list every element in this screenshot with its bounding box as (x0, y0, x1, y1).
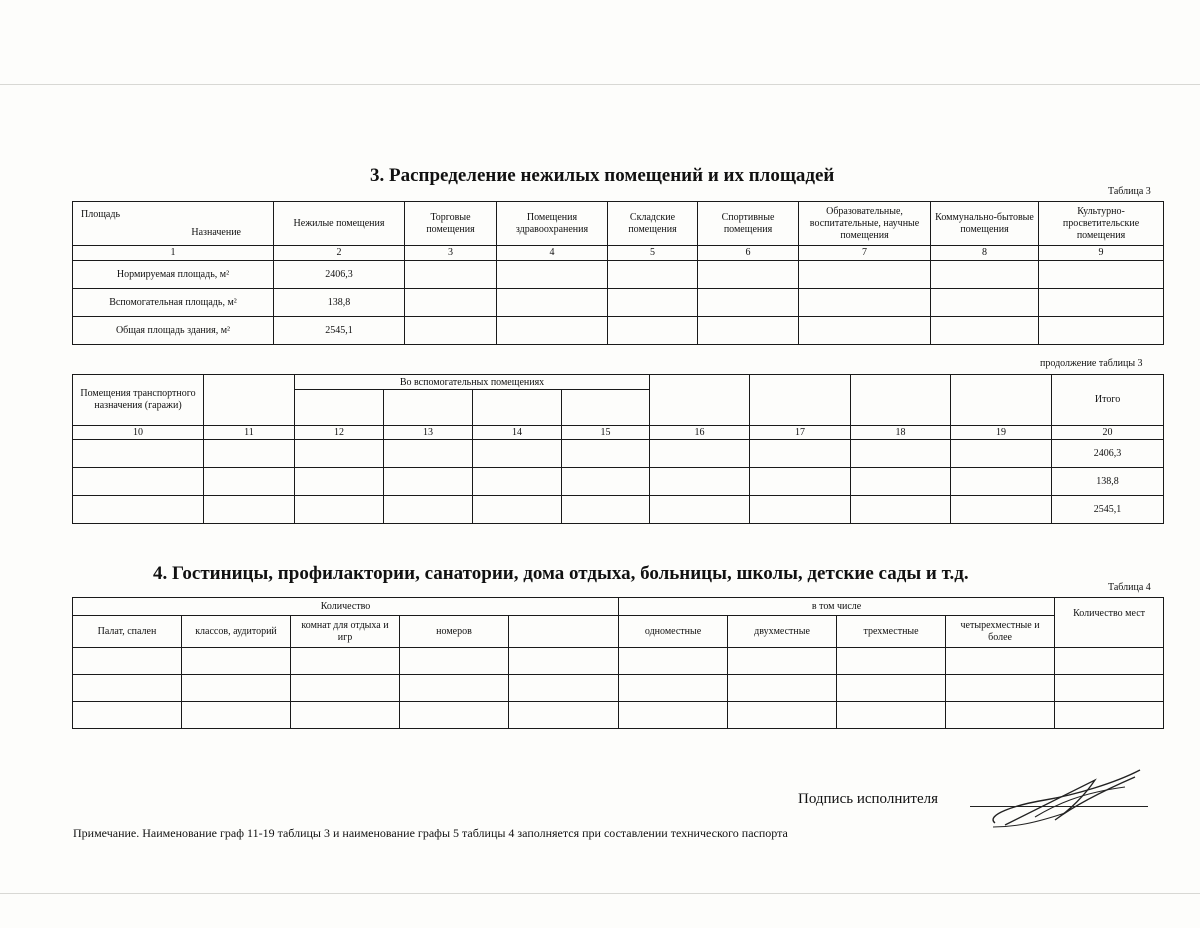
column-number: 3 (405, 246, 497, 261)
table3-label: Таблица 3 (1108, 186, 1151, 197)
header-cell: Образовательные, воспитательные, научные помещения (799, 202, 931, 246)
scan-line-top (0, 84, 1200, 85)
row-value: 138,8 (274, 289, 405, 317)
places-header: Количество мест (1055, 598, 1164, 648)
column-number: 2 (274, 246, 405, 261)
row-value: 2545,1 (274, 317, 405, 345)
corner-bottom-label: Площадь (81, 208, 120, 220)
header-cell: Торговые помещения (405, 202, 497, 246)
table4 (72, 597, 1164, 729)
row-label: Вспомогательная площадь, м² (73, 289, 274, 317)
table-row (73, 496, 1164, 524)
table-row (73, 648, 1164, 675)
column-number: 14 (473, 426, 562, 440)
continuation-label: продолжение таблицы 3 (1040, 358, 1143, 369)
corner-cell (73, 202, 274, 246)
column-number: 15 (562, 426, 650, 440)
column-number: 5 (608, 246, 698, 261)
column-number: 8 (931, 246, 1039, 261)
column-number-row (73, 426, 1164, 440)
footnote: Примечание. Наименование граф 11-19 таблицы 3 и наименование графы 5 таблицы 4 заполняется при составлении технического паспорта (73, 826, 788, 840)
header-cell: Складские помещения (608, 202, 698, 246)
table3 (72, 201, 1164, 345)
column-number: 11 (204, 426, 295, 440)
header-cell: одноместные (619, 616, 728, 648)
header-cell: комнат для отдыха и игр (291, 616, 400, 648)
auxiliary-header: Во вспомогательных помещениях (295, 375, 650, 390)
table-row (73, 440, 1164, 468)
table3-continuation (72, 374, 1164, 524)
header-cell: четырехместные и более (946, 616, 1055, 648)
total-value: 2545,1 (1052, 496, 1164, 524)
signature-label: Подпись исполнителя (798, 791, 938, 807)
table-row (73, 468, 1164, 496)
section3-title: 3. Распределение нежилых помещений и их площадей (370, 165, 835, 186)
signature-scribble (975, 765, 1150, 835)
table-row (73, 317, 1164, 345)
column-number: 16 (650, 426, 750, 440)
header-cell: двухместные (728, 616, 837, 648)
header-cell: Культурно-просветительские помещения (1039, 202, 1164, 246)
header-cell: Палат, спален (73, 616, 182, 648)
table-row (73, 675, 1164, 702)
header-cell: Помещения здравоохранения (497, 202, 608, 246)
column-number: 6 (698, 246, 799, 261)
column-number: 10 (73, 426, 204, 440)
row-label: Общая площадь здания, м² (73, 317, 274, 345)
table4-label: Таблица 4 (1108, 582, 1151, 593)
total-value: 138,8 (1052, 468, 1164, 496)
section4-title: 4. Гостиницы, профилактории, санатории, дома отдыха, больницы, школы, детские сады и т.д. (153, 563, 969, 584)
column-number: 9 (1039, 246, 1164, 261)
garages-header: Помещения транспортного назначения (гаражи) (73, 375, 204, 426)
row-label: Нормируемая площадь, м² (73, 261, 274, 289)
column-number: 4 (497, 246, 608, 261)
quantity-group-header: Количество (73, 598, 619, 616)
header-cell: трехместные (837, 616, 946, 648)
row-value: 2406,3 (274, 261, 405, 289)
table-row (73, 702, 1164, 729)
column-number: 18 (851, 426, 951, 440)
header-cell: Коммунально-бытовые помещения (931, 202, 1039, 246)
column-number: 17 (750, 426, 851, 440)
header-cell: Нежилые помещения (274, 202, 405, 246)
column-number: 12 (295, 426, 384, 440)
total-value: 2406,3 (1052, 440, 1164, 468)
total-header: Итого (1052, 375, 1164, 426)
including-group-header: в том числе (619, 598, 1055, 616)
table-row (73, 261, 1164, 289)
table3-header-row (73, 202, 1164, 246)
column-number: 20 (1052, 426, 1164, 440)
column-number: 13 (384, 426, 473, 440)
header-cell: номеров (400, 616, 509, 648)
header-cell (509, 616, 619, 648)
table-row (73, 289, 1164, 317)
column-number-row (73, 246, 1164, 261)
column-number: 19 (951, 426, 1052, 440)
scan-line-bottom (0, 893, 1200, 894)
column-number: 7 (799, 246, 931, 261)
header-cell: классов, аудиторий (182, 616, 291, 648)
corner-top-label: Назначение (191, 226, 241, 238)
header-cell: Спортивные помещения (698, 202, 799, 246)
column-number: 1 (73, 246, 274, 261)
